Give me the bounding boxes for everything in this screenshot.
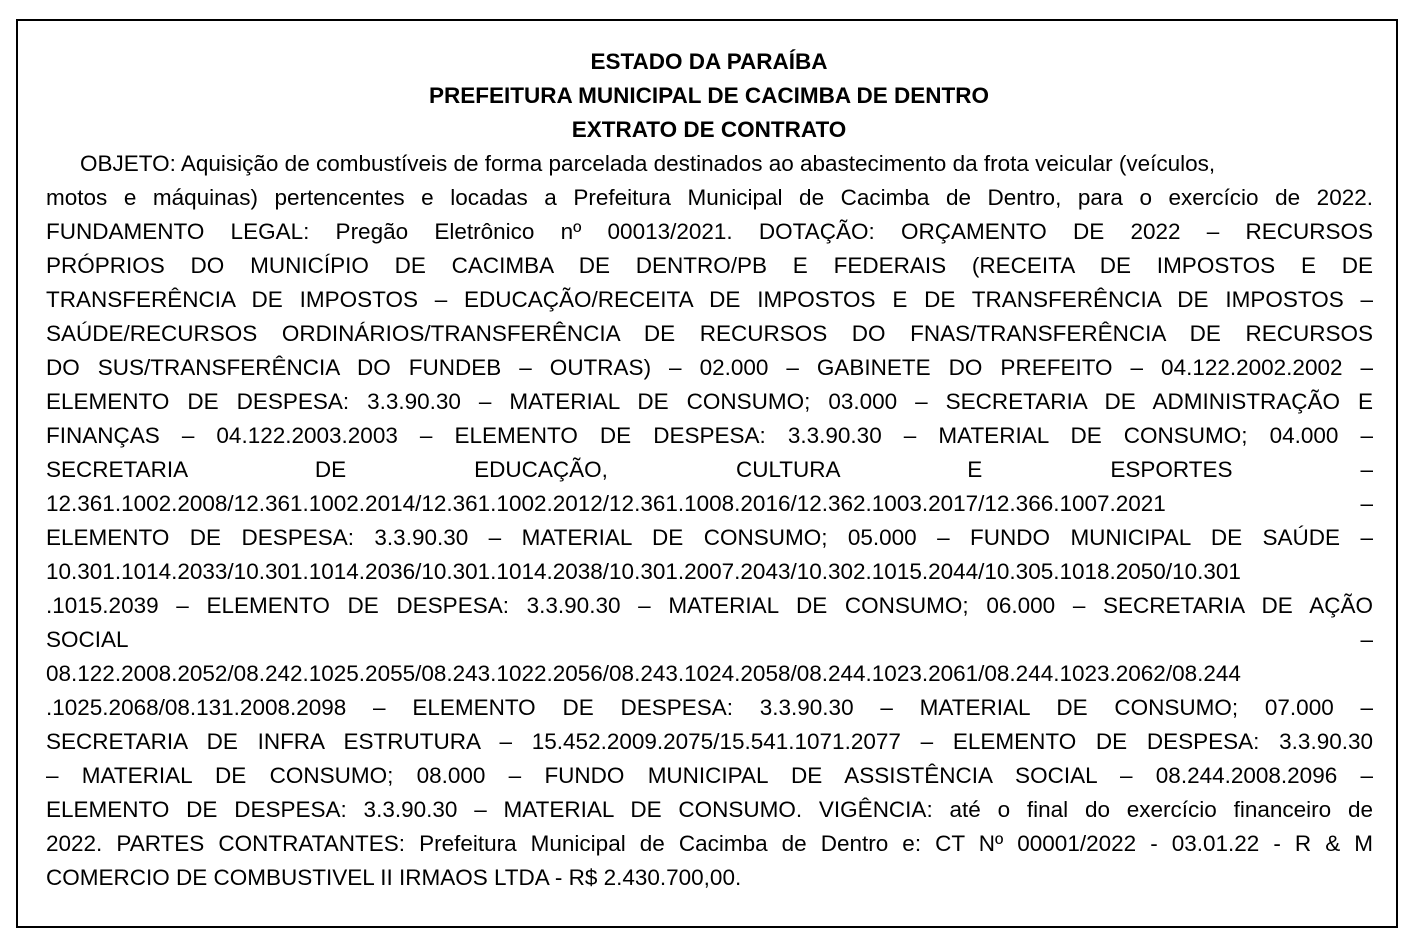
body-line: ELEMENTO DE DESPESA: 3.3.90.30 – MATERIAL DE CONSUMO. VIGÊNCIA: até o final do exercício financeiro de (46, 797, 1373, 822)
body-line: COMERCIO DE COMBUSTIVEL II IRMAOS LTDA - R$ 2.430.700,00. (46, 865, 742, 890)
body-line: .1025.2068/08.131.2008.2098 – ELEMENTO DE DESPESA: 3.3.90.30 – MATERIAL DE CONSUMO; 07.000 – (46, 695, 1373, 720)
body-line: SAÚDE/RECURSOS ORDINÁRIOS/TRANSFERÊNCIA DE RECURSOS DO FNAS/TRANSFERÊNCIA DE RECURSOS (46, 321, 1373, 346)
body-line: 10.301.1014.2033/10.301.1014.2036/10.301.1014.2038/10.301.2007.2043/10.302.1015.2044/10.305.1018.2050/10.301 (46, 559, 1241, 584)
state-heading: ESTADO DA PARAÍBA (590, 49, 828, 74)
body-line: DO SUS/TRANSFERÊNCIA DO FUNDEB – OUTRAS) – 02.000 – GABINETE DO PREFEITO – 04.122.2002.2002 – (46, 355, 1373, 380)
body-line: 2022. PARTES CONTRATANTES: Prefeitura Municipal de Cacimba de Dentro e: CT Nº 00001/2022 - 03.01.22 - R & M (46, 831, 1373, 856)
body-line: 12.361.1002.2008/12.361.1002.2014/12.361.1002.2012/12.361.1008.2016/12.362.1003.2017/12.366.1007.2021 – (46, 491, 1373, 516)
body-line: – MATERIAL DE CONSUMO; 08.000 – FUNDO MUNICIPAL DE ASSISTÊNCIA SOCIAL – 08.244.2008.2096 – (46, 763, 1373, 788)
body-line: SECRETARIA DE INFRA ESTRUTURA – 15.452.2009.2075/15.541.1071.2077 – ELEMENTO DE DESPESA: 3.3.90.30 (46, 729, 1373, 754)
body-line: ELEMENTO DE DESPESA: 3.3.90.30 – MATERIAL DE CONSUMO; 03.000 – SECRETARIA DE ADMINISTRAÇÃO E (46, 389, 1373, 414)
document-title: EXTRATO DE CONTRATO (571, 117, 847, 142)
body-line: FINANÇAS – 04.122.2003.2003 – ELEMENTO DE DESPESA: 3.3.90.30 – MATERIAL DE CONSUMO; 04.000 – (46, 423, 1373, 448)
body-line: .1015.2039 – ELEMENTO DE DESPESA: 3.3.90.30 – MATERIAL DE CONSUMO; 06.000 – SECRETARIA DE AÇÃO (46, 593, 1373, 618)
body-line: motos e máquinas) pertencentes e locadas a Prefeitura Municipal de Cacimba de Dentro, para o exercício de 2022. (46, 185, 1373, 210)
body-line: SECRETARIA DE EDUCAÇÃO, CULTURA E ESPORTES – (46, 457, 1373, 482)
notice-frame (16, 19, 1398, 928)
body-line: ELEMENTO DE DESPESA: 3.3.90.30 – MATERIAL DE CONSUMO; 05.000 – FUNDO MUNICIPAL DE SAÚDE – (46, 525, 1373, 550)
municipality-heading: PREFEITURA MUNICIPAL DE CACIMBA DE DENTRO (428, 83, 989, 108)
body-line: PRÓPRIOS DO MUNICÍPIO DE CACIMBA DE DENTRO/PB E FEDERAIS (RECEITA DE IMPOSTOS E DE (46, 253, 1373, 278)
body-line: OBJETO: Aquisição de combustíveis de forma parcelada destinados ao abastecimento da frota veicular (veículos, (80, 151, 1216, 176)
body-line: FUNDAMENTO LEGAL: Pregão Eletrônico nº 00013/2021. DOTAÇÃO: ORÇAMENTO DE 2022 – RECURSOS (46, 219, 1373, 244)
body-line: 08.122.2008.2052/08.242.1025.2055/08.243.1022.2056/08.243.1024.2058/08.244.1023.2061/08.244.1023.2062/08.244 (46, 661, 1241, 686)
body-line: SOCIAL – (46, 627, 1373, 652)
body-line: TRANSFERÊNCIA DE IMPOSTOS – EDUCAÇÃO/RECEITA DE IMPOSTOS E DE TRANSFERÊNCIA DE IMPOSTOS – (46, 287, 1373, 312)
